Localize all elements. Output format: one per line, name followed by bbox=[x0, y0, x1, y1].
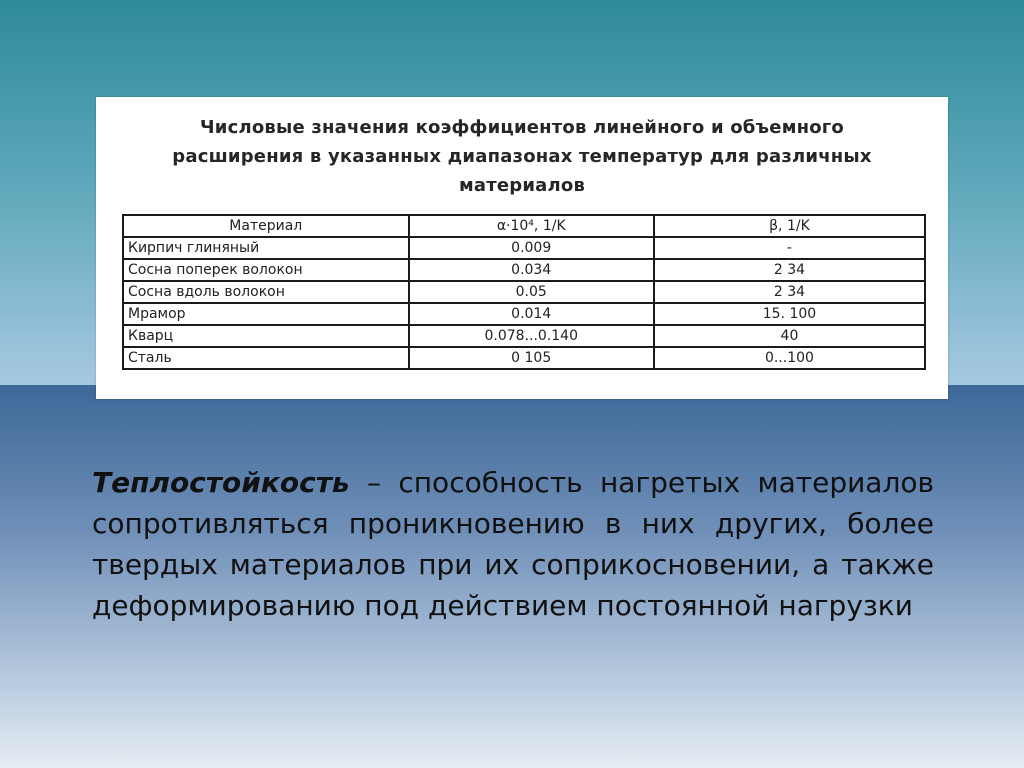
table-row bbox=[123, 281, 925, 303]
cell-material: Сталь bbox=[123, 347, 409, 369]
definition-paragraph bbox=[92, 462, 934, 626]
cell-beta: 2 34 bbox=[654, 281, 925, 303]
cell-material: Кварц bbox=[123, 325, 409, 347]
definition-text: способность нагретых материалов сопротивляться проникновению в них других, более твердых материалов при их соприкосновении, а также деформированию под действием постоянной нагрузки bbox=[92, 466, 934, 622]
table-row bbox=[123, 237, 925, 259]
header-alpha: α·10⁴, 1/K bbox=[409, 215, 654, 237]
table-title: Числовые значения коэффициентов линейного и объемного расширения в указанных диапазонах температур для различных материалов bbox=[172, 117, 872, 196]
cell-alpha: 0.014 bbox=[409, 303, 654, 325]
table-row bbox=[123, 259, 925, 281]
materials-table bbox=[122, 214, 926, 370]
cell-beta: - bbox=[654, 237, 925, 259]
cell-beta: 40 bbox=[654, 325, 925, 347]
table-row bbox=[123, 325, 925, 347]
table-header-row bbox=[123, 215, 925, 237]
table-image bbox=[96, 97, 948, 399]
cell-material: Кирпич глиняный bbox=[123, 237, 409, 259]
header-beta: β, 1/K bbox=[654, 215, 925, 237]
cell-beta: 15. 100 bbox=[654, 303, 925, 325]
cell-alpha: 0.05 bbox=[409, 281, 654, 303]
header-material: Материал bbox=[123, 215, 409, 237]
cell-alpha: 0.034 bbox=[409, 259, 654, 281]
table-row bbox=[123, 303, 925, 325]
cell-alpha: 0.078...0.140 bbox=[409, 325, 654, 347]
cell-beta: 2 34 bbox=[654, 259, 925, 281]
cell-material: Сосна поперек волокон bbox=[123, 259, 409, 281]
definition-term: Теплостойкость bbox=[92, 466, 350, 499]
cell-material: Мрамор bbox=[123, 303, 409, 325]
cell-alpha: 0.009 bbox=[409, 237, 654, 259]
cell-alpha: 0 105 bbox=[409, 347, 654, 369]
table-row bbox=[123, 347, 925, 369]
cell-beta: 0...100 bbox=[654, 347, 925, 369]
definition-dash: – bbox=[367, 466, 381, 499]
cell-material: Сосна вдоль волокон bbox=[123, 281, 409, 303]
